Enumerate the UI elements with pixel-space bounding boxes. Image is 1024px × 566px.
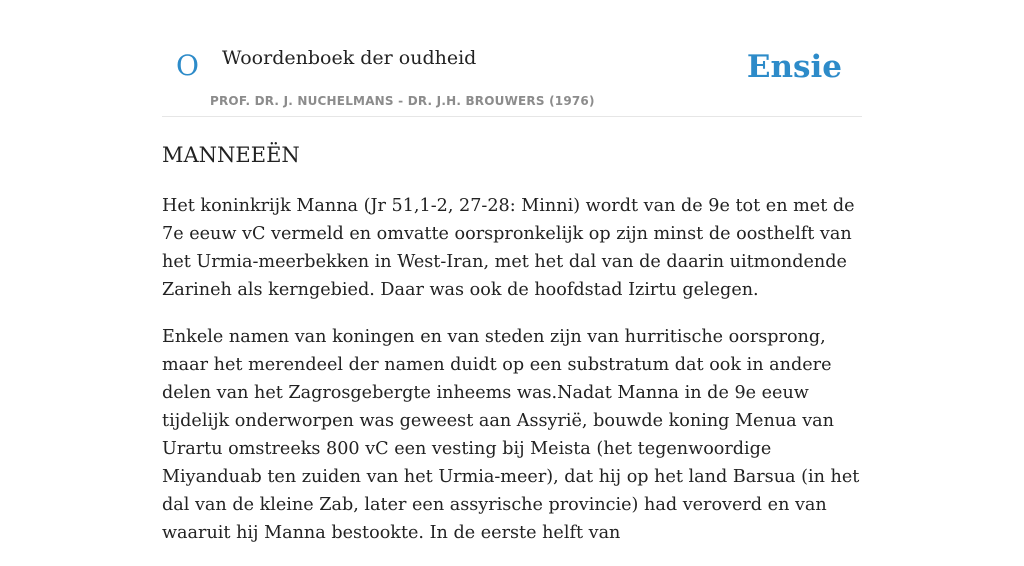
entry-title: MANNEEËN bbox=[162, 143, 300, 167]
entry-paragraph: Enkele namen van koningen en van steden zijn van hurritische oorsprong, maar het merendeel der namen duidt op een substratum dat ook in andere delen van het Zagrosgebergte inheems was.Nadat Manna in de 9e eeuw tijdelijk onderworpen was geweest aan Assyrië, bouwde koning Menua van Urartu omstreeks 800 vC een vesting bij Meista (het tegenwoordige Miyanduab ten zuiden van het Urmia-meer), dat hij op het land Barsua (in het dal van de kleine Zab, later een assyrische provincie) had veroverd en van waaruit hij Manna bestookte. In de eerste helft van bbox=[162, 327, 860, 543]
entry-paragraph: Het koninkrijk Manna (Jr 51,1-2, 27-28: Minni) wordt van de 9e tot en met de 7e eeuw vC vermeld en omvatte oorspronkelijk op zijn minst de oosthelft van het Urmia-meerbekken in West-Iran, met het dal van de daarin uitmondende Zarineh als kerngebied. Daar was ook de hoofdstad Izirtu gelegen. bbox=[162, 196, 855, 300]
brand-logo[interactable]: Ensie bbox=[746, 49, 842, 85]
header bbox=[162, 0, 862, 117]
section-letter[interactable]: O bbox=[176, 49, 199, 82]
entry-content bbox=[162, 192, 862, 566]
book-title[interactable]: Woordenboek der oudheid bbox=[222, 47, 477, 69]
book-authors: PROF. DR. J. NUCHELMANS - DR. J.H. BROUWERS (1976) bbox=[210, 94, 595, 108]
